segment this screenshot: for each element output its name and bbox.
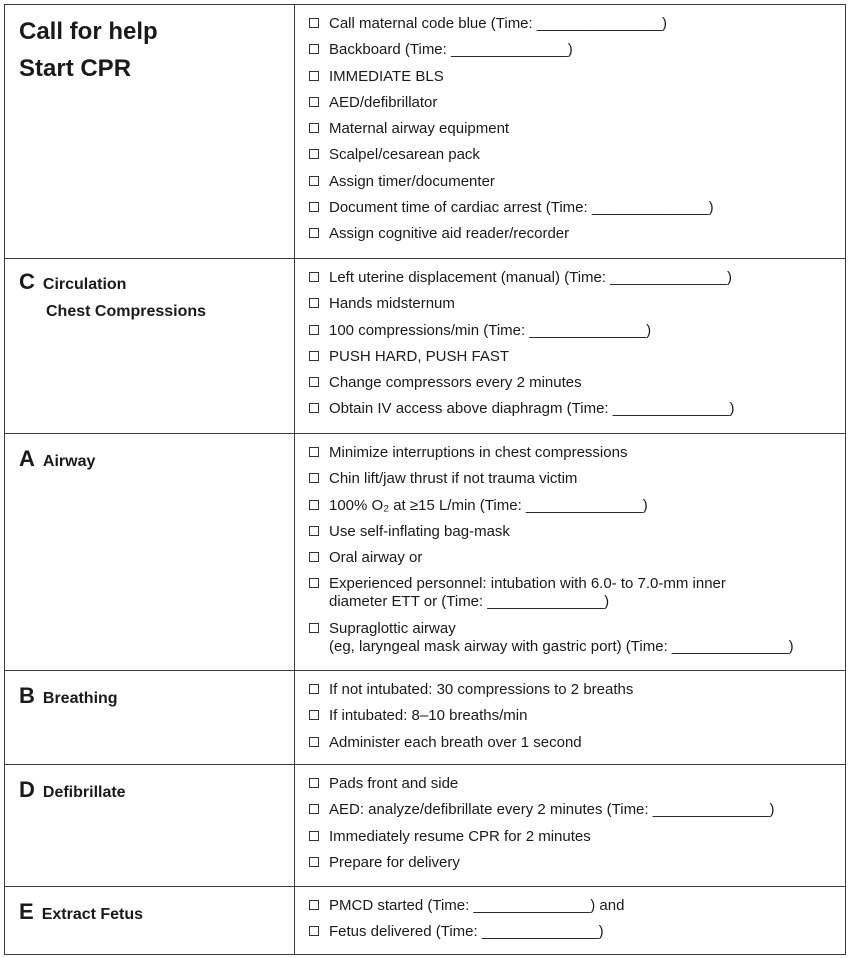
- checkbox[interactable]: [309, 473, 319, 483]
- checklist-item[interactable]: [309, 444, 845, 462]
- section-items-cell: [295, 887, 845, 954]
- item-text: Administer each breath over 1 second: [329, 733, 582, 751]
- section-letter: E: [19, 899, 34, 924]
- checklist-item[interactable]: [309, 828, 845, 846]
- checklist-item[interactable]: [309, 225, 845, 243]
- item-text: Prepare for delivery: [329, 853, 460, 871]
- section-breathing: [5, 670, 845, 764]
- item-text: Change compressors every 2 minutes: [329, 374, 582, 392]
- section-title: Defibrillate: [42, 784, 126, 801]
- section-heading-cell: [5, 765, 295, 886]
- checklist-item[interactable]: [309, 681, 845, 699]
- section-title: Breathing: [42, 690, 118, 707]
- checkbox[interactable]: [309, 684, 319, 694]
- item-text: Minimize interruptions in chest compressions: [329, 444, 628, 461]
- checklist-item[interactable]: [309, 523, 845, 541]
- checkbox[interactable]: [309, 377, 319, 387]
- item-text: Assign timer/documenter: [329, 172, 495, 190]
- checkbox[interactable]: [309, 857, 319, 867]
- item-text: 100% O₂ at ≥15 L/min (Time: ______________): [329, 496, 648, 514]
- checklist-item[interactable]: [309, 120, 845, 138]
- item-text: Immediately resume CPR for 2 minutes: [329, 827, 591, 845]
- item-text: Assign cognitive aid reader/recorder: [329, 225, 570, 243]
- item-text: 100 compressions/min (Time: ______________): [329, 321, 652, 339]
- section-letter: B: [19, 683, 35, 708]
- item-text: Supraglottic airway (eg, laryngeal mask airway with gastric port) (Time: ______________): [329, 619, 794, 655]
- checkbox[interactable]: [309, 44, 319, 54]
- checkbox[interactable]: [309, 351, 319, 361]
- checklist-item[interactable]: [309, 199, 845, 217]
- item-text: Obtain IV access above diaphragm (Time: ______________): [329, 400, 735, 418]
- checkbox[interactable]: [309, 500, 319, 510]
- heading-start-cpr: Start CPR: [19, 55, 132, 82]
- checkbox[interactable]: [309, 18, 319, 28]
- checklist-item[interactable]: [309, 322, 845, 340]
- checkbox[interactable]: [309, 228, 319, 238]
- section-letter: C: [19, 269, 35, 294]
- item-text: If intubated: 8–10 breaths/min: [329, 707, 528, 725]
- checklist-item[interactable]: [309, 146, 845, 164]
- checkbox[interactable]: [309, 325, 319, 335]
- section-call-for-help: [5, 5, 845, 258]
- checklist-item[interactable]: [309, 497, 845, 515]
- section-items-cell: [295, 259, 845, 433]
- checkbox[interactable]: [309, 804, 319, 814]
- checklist-item[interactable]: [309, 923, 845, 941]
- section-extract-fetus: [5, 886, 845, 954]
- item-text: AED/defibrillator: [329, 93, 438, 111]
- heading-call-for-help: Call for help: [19, 18, 158, 45]
- checkbox[interactable]: [309, 298, 319, 308]
- checkbox[interactable]: [309, 623, 319, 633]
- checkbox[interactable]: [309, 149, 319, 159]
- checkbox[interactable]: [309, 71, 319, 81]
- section-airway: [5, 433, 845, 670]
- checkbox[interactable]: [309, 926, 319, 936]
- checkbox[interactable]: [309, 710, 319, 720]
- checklist-item[interactable]: [309, 348, 845, 366]
- checkbox[interactable]: [309, 526, 319, 536]
- section-letter: D: [19, 777, 35, 802]
- section-defibrillate: [5, 764, 845, 886]
- item-text: Chin lift/jaw thrust if not trauma victim: [329, 470, 578, 488]
- checkbox[interactable]: [309, 900, 319, 910]
- section-subtitle: Chest Compressions: [46, 303, 207, 320]
- checkbox[interactable]: [309, 272, 319, 282]
- checklist-item[interactable]: [309, 549, 845, 567]
- section-heading-cell: [5, 259, 295, 433]
- section-circulation: [5, 258, 845, 433]
- checklist-item[interactable]: [309, 620, 845, 656]
- item-text: Use self-inflating bag-mask: [329, 522, 510, 540]
- checkbox[interactable]: [309, 831, 319, 841]
- section-title: Extract Fetus: [41, 906, 144, 923]
- checklist-item[interactable]: [309, 470, 845, 488]
- section-heading-cell: [5, 887, 295, 954]
- item-text: Scalpel/cesarean pack: [329, 146, 480, 164]
- item-text: Left uterine displacement (manual) (Time: ______________): [329, 269, 733, 286]
- section-items-cell: [295, 765, 845, 886]
- checklist-table: [4, 4, 846, 955]
- checkbox[interactable]: [309, 176, 319, 186]
- section-heading-cell: [5, 5, 295, 258]
- item-text: PUSH HARD, PUSH FAST: [329, 347, 510, 365]
- checklist-item[interactable]: [309, 15, 845, 33]
- section-heading-cell: [5, 434, 295, 670]
- checkbox[interactable]: [309, 737, 319, 747]
- section-items-cell: [295, 671, 845, 764]
- checklist-item[interactable]: [309, 94, 845, 112]
- checklist-item[interactable]: [309, 897, 845, 915]
- checkbox[interactable]: [309, 403, 319, 413]
- checklist-item[interactable]: [309, 41, 845, 59]
- section-title: Circulation: [42, 276, 127, 293]
- checklist-item[interactable]: [309, 269, 845, 287]
- section-items-cell: [295, 5, 845, 258]
- section-title: Airway: [42, 453, 96, 470]
- section-items-cell: [295, 434, 845, 670]
- item-text: AED: analyze/defibrillate every 2 minutes (Time: ______________): [329, 801, 775, 819]
- checkbox[interactable]: [309, 578, 319, 588]
- checklist-item[interactable]: [309, 707, 845, 725]
- item-text: Oral airway or: [329, 549, 423, 567]
- checklist-item[interactable]: [309, 68, 845, 86]
- item-text: Pads front and side: [329, 775, 459, 792]
- checkbox[interactable]: [309, 778, 319, 788]
- item-text: Fetus delivered (Time: ______________): [329, 923, 604, 941]
- checklist-item[interactable]: [309, 734, 845, 752]
- item-text: Hands midsternum: [329, 295, 455, 313]
- checklist-item[interactable]: [309, 400, 845, 418]
- item-text: Call maternal code blue (Time: _______________): [329, 15, 667, 32]
- item-text: Experienced personnel: intubation with 6.0- to 7.0-mm inner diameter ETT or (Time: ______________): [329, 575, 726, 611]
- item-text: Maternal airway equipment: [329, 120, 510, 138]
- item-text: If not intubated: 30 compressions to 2 breaths: [329, 681, 634, 698]
- item-text: Document time of cardiac arrest (Time: ______________): [329, 199, 714, 217]
- checklist-item[interactable]: [309, 374, 845, 392]
- item-text: IMMEDIATE BLS: [329, 67, 444, 85]
- checklist-item[interactable]: [309, 173, 845, 191]
- checkbox[interactable]: [309, 447, 319, 457]
- checklist-item[interactable]: [309, 801, 845, 819]
- checklist-item[interactable]: [309, 775, 845, 793]
- checkbox[interactable]: [309, 97, 319, 107]
- checklist-item[interactable]: [309, 575, 845, 611]
- checkbox[interactable]: [309, 202, 319, 212]
- item-text: Backboard (Time: ______________): [329, 41, 573, 59]
- checkbox[interactable]: [309, 123, 319, 133]
- checklist-item[interactable]: [309, 854, 845, 872]
- checklist-item[interactable]: [309, 295, 845, 313]
- section-heading-cell: [5, 671, 295, 764]
- checkbox[interactable]: [309, 552, 319, 562]
- item-text: PMCD started (Time: ______________) and: [329, 897, 625, 914]
- section-letter: A: [19, 446, 35, 471]
